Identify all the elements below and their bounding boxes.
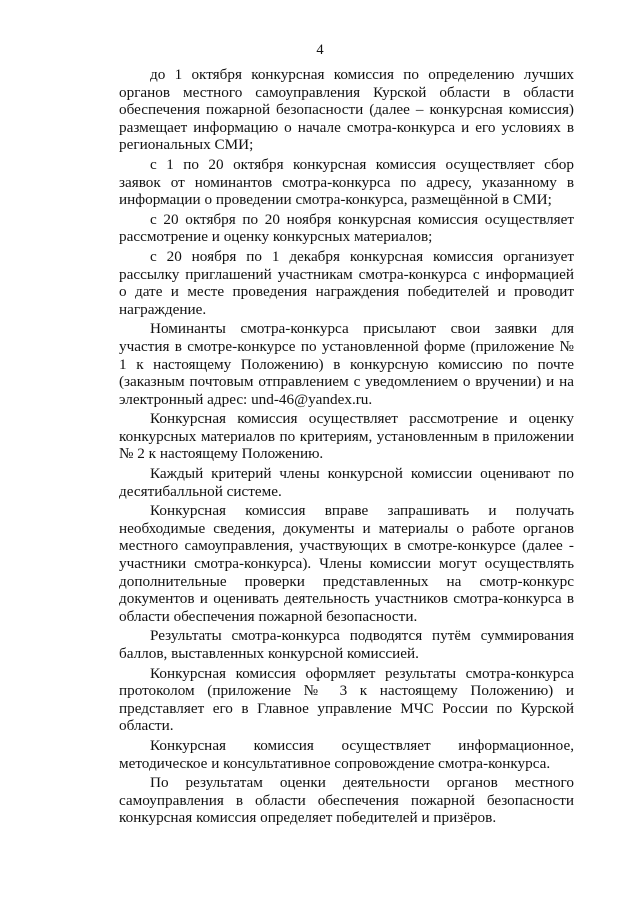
paragraph-8: Конкурсная комиссия вправе запрашивать и получать необходимые сведения, документы и материалы о работе органов местного самоуправления, участвующих в смотре-конкурсе (далее - участники смотра-конкурса). Члены комиссии могут осуществлять дополнительные проверки представленных на смотр-конкурс документов и оценивать деятельность участников смотра-конкурса в области обеспечения пожарной безопасности.	[119, 502, 574, 625]
document-body	[119, 66, 574, 829]
paragraph-5: Номинанты смотра-конкурса присылают свои заявки для участия в смотре-конкурсе по установленной форме (приложение № 1 к настоящему Положению) в конкурсную комиссию по почте (заказным почтовым отправлением с уведомлением о вручении) и на электронный адрес: und-46@yandex.ru.	[119, 320, 574, 408]
page-number: 4	[316, 42, 324, 58]
paragraph-11: Конкурсная комиссия осуществляет информационное, методическое и консультативное сопровождение смотра-конкурса.	[119, 736, 574, 772]
paragraph-9: Результаты смотра-конкурса подводятся путём суммирования баллов, выставленных конкурсной комиссией.	[119, 627, 574, 662]
paragraph-3: с 20 октября по 20 ноября конкурсная комиссия осуществляет рассмотрение и оценку конкурсных материалов;	[119, 210, 574, 246]
paragraph-7: Каждый критерий члены конкурсной комиссии оценивают по десятибалльной системе.	[119, 465, 574, 500]
paragraph-6: Конкурсная комиссия осуществляет рассмотрение и оценку конкурсных материалов по критериям, установленным в приложении № 2 к настоящему Положению.	[119, 410, 574, 463]
paragraph-1: до 1 октября конкурсная комиссия по определению лучших органов местного самоуправления Курской области в области обеспечения пожарной безопасности (далее – конкурсная комиссия) размещает информацию о начале смотра-конкурса и его условиях в региональных СМИ;	[119, 66, 574, 154]
paragraph-12: По результатам оценки деятельности органов местного самоуправления в области обеспечения пожарной безопасности конкурсная комиссия определяет победителей и призёров.	[119, 774, 574, 827]
paragraph-2: с 1 по 20 октября конкурсная комиссия осуществляет сбор заявок от номинантов смотра-конкурса по адресу, указанному в информации о проведении смотра-конкурса, размещённой в СМИ;	[119, 155, 574, 209]
paragraph-4: с 20 ноября по 1 декабря конкурсная комиссия организует рассылку приглашений участникам смотра-конкурса с информацией о дате и месте проведения награждения победителей и проводит награждение.	[119, 247, 574, 318]
paragraph-10: Конкурсная комиссия оформляет результаты смотра-конкурса протоколом (приложение № 3 к настоящему Положению) и представляет его в Главное управление МЧС России по Курской области.	[119, 664, 574, 735]
